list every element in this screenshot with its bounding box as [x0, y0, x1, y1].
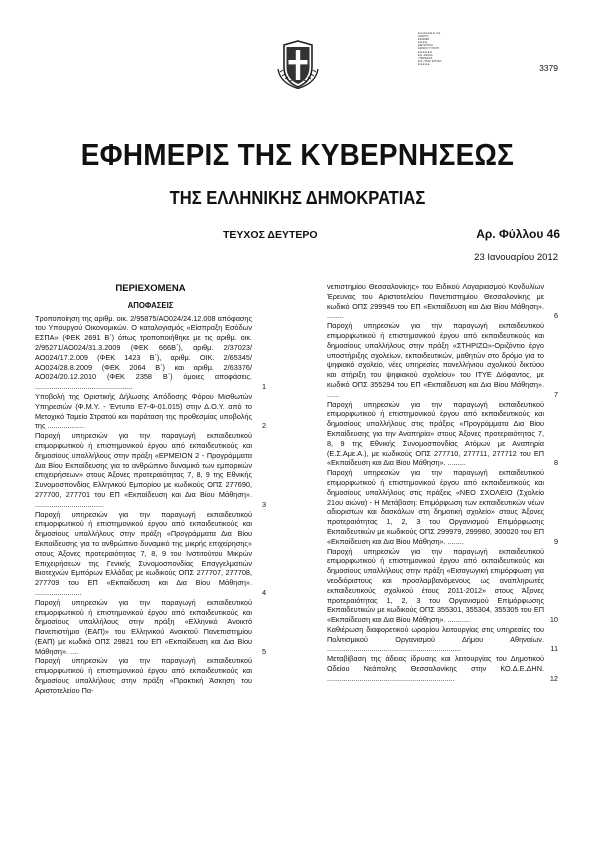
- stamp-line: ΔΙΕΥΘΥΝΣΗ: [418, 44, 433, 48]
- contents-entry: [35, 656, 266, 695]
- entry-text: Μεταβίβαση της άδειας ίδρυσης και λειτουργίας του Δημοτικού Ωδείου Νεάπολης Θεσσαλονίκης στην ΚΟ.Δ.Ε.ΔΗΝ. ...............................................................: [327, 654, 544, 683]
- entry-page-number: 8: [553, 458, 558, 468]
- coat-of-arms-emblem: [277, 39, 319, 89]
- contents-column-right: [327, 282, 558, 684]
- entry-text: Τροποποίηση της αριθμ. οικ. 2/95875/ΑΟ024/24.12.008 απόφασης του Υπουργού Οικονομικών. Ο καταλογισμός «Είσπραξη Εσόδων ΕΣΠΑ» (ΦΕΚ 2691 Β΄) όπως τροποποιήθηκε με τις αριθμ. οικ. 2/95271/ΑΟ024/31.3.2009 (ΦΕΚ 666Β΄), αριθμ. 2/37023/ΑΟ024/17.2.009 (ΦΕΚ 1423 Β΄), αριθμ. ΟΙΚ. 2/65345/ΑΟ024/28.8.2009 (ΦΕΚ 2064 Β΄) και αριθμ. 2/63376/ΑΟ024/20.12.2010 (ΦΕΚ 2358 Β΄) όμοιες αποφάσεις. ................................................: [35, 313, 252, 392]
- entry-text: Παροχή υπηρεσιών για την παραγωγή εκπαιδευτικού επιμορφωτικού ή επιστημονικού έργου από εκπαιδευτικούς και δημοσίους υπαλλήλους στις πράξεις «Προγράμματα Δια Βίου Εκπαίδευσης για την Αναπηρία» στους Άξονες προτεραιότητας 7, 8, 9 της Εθνικής Συνομοσπονδίας Ατόμων με Αναπηρία (Ε.Σ.Αμε.Α.), με κωδικούς ΟΠΣ 277710, 277711, 277712 του ΕΠ «Εκπαίδευση και Δια Βίου Μάθηση». .........: [327, 399, 544, 468]
- entry-text: Καθιέρωση διαφορετικού ωραρίου λειτουργίας στις υπηρεσίες του Πολιτισμικού Οργανισμού Δήμου Αθηναίων. ..................................................................: [327, 624, 544, 654]
- stamp-line: Ε.Ε. ΑΘΗΝΑ: [418, 53, 433, 57]
- entry-page-number: 4: [261, 587, 266, 597]
- entry-page-number: 2: [261, 421, 266, 431]
- entry-page-number: 1: [261, 382, 266, 392]
- stamp-line: ΕΦΗΜΕΡ.: [418, 38, 430, 42]
- stamp-line: Ε.Ε. ΠΛΗΡ. ΕΠΙΤΕΛ.: [418, 59, 443, 63]
- contents-entry: [327, 654, 558, 683]
- entry-page-number: 6: [553, 311, 558, 321]
- gazette-title: ΕΦΗΜΕΡΙΣ ΤΗΣ ΚΥΒΕΡΝΗΣΕΩΣ: [80, 137, 515, 172]
- entry-page-number: 12: [549, 673, 558, 683]
- entry-text: Παροχή υπηρεσιών για την παραγωγή εκπαιδευτικού επιμορφωτικού ή επιστημονικού έργου από εκπαιδευτικούς και δημοσίους υπαλλήλους στην πράξη «Εισαγωγική επιμόρφωση για νεοδιόριστους και προσλαμβανόμενους ως αναπληρωτές εκπαιδευτικούς σχολικού έτους 2011-2012» στους Άξονες προτεραιότητας 1, 2, 3 του Οργανισμού Επιμόρφωσης Εκπαιδευτικών με κωδικούς ΟΠΣ 355301, 355304, 355305 του ΕΠ «Εκπαίδευση και Δια Βίου Μάθηση». ...........: [327, 546, 544, 625]
- gazette-subtitle: ΤΗΣ ΕΛΛΗΝΙΚΗΣ ΔΗΜΟΚΡΑΤΙΑΣ: [169, 188, 426, 208]
- page-number: 3379: [539, 63, 558, 73]
- issue-info-row: [35, 229, 560, 243]
- entry-page-number: 11: [550, 644, 558, 654]
- contents-entry: [35, 431, 266, 509]
- entry-text: Παροχή υπηρεσιών για την παραγωγή εκπαιδευτικού επιμορφωτικού ή επιστημονικού έργου από εκπαιδευτικούς και δημοσίους υπαλλήλους στις πράξεις «ΝΕΟ ΣΧΟΛΕΙΟ (Σχολείο 21ου αιώνα) - Η Μετάβαση: Επιμόρφωση των εκπαιδευτικών νέων αδιοριστων και δασκάλων στη δημοτική σχολείο» στους Άξονες προτεραιότητας 1, 2, 3 του Οργανισμού Επιμόρφωσης Εκπαιδευτικών με κωδικούς ΟΠΣ 299979, 299980, 300020 του ΕΠ «Εκπαίδευση και Δια Βίου Μάθηση». ........: [327, 468, 544, 546]
- entry-page-number: 7: [553, 389, 558, 399]
- contents-entry: [35, 314, 266, 392]
- contents-entry: [327, 468, 558, 546]
- contents-column-left: [35, 284, 266, 696]
- issue-type: ΤΕΥΧΟΣ ΔΕΥΤΕΡΟ: [223, 229, 318, 241]
- entries-list-left: [35, 314, 266, 696]
- entries-list-right: [327, 282, 558, 684]
- contents-entry: [327, 625, 558, 654]
- digital-signature-stamp: [418, 32, 470, 66]
- contents-entry: [327, 282, 558, 321]
- entry-page-number: 10: [549, 615, 558, 625]
- entry-text: Παροχή υπηρεσιών για την παραγωγή εκπαιδευτικού επιμορφωτικού ή επιστημονικού έργου από εκπαιδευτικούς και δημοσίους υπαλλήλους στην πράξη «ΣΤΗΡΙΖΩ»-Οριζόντιο έργο υποστήριξης σχολείων, εκπαιδευτικών, μαθητών στο δρόμο για το ψηφιακό σχολείο, νέες υπηρεσίες πανελλήνιου σχολικού δικτύου και στήριξη του ψηφιακού σχολείου» του ΙΤΥΕ Διόφαντος, με κωδικό ΟΠΣ 355294 του ΕΠ «Εκπαίδευση και Δια Βίου Μάθηση». ......: [327, 321, 544, 399]
- contents-heading: ΠΕΡΙΕΧΟΜΕΝΑ: [115, 283, 186, 294]
- stamp-line: ΥΠΕΡΕΣΙΑΣ: [418, 56, 433, 60]
- stamp-line: ΗΛΕΚΤΡ.: [418, 35, 429, 39]
- entry-page-number: 9: [553, 536, 558, 546]
- contents-entry: [35, 392, 266, 431]
- entry-text: Παροχή υπηρεσιών για την παραγωγή εκπαιδευτικού επιμορφωτικού ή επιστημονικού έργου από εκπαιδευτικούς και δημοσίους υπαλλήλους στην πράξη «Προγράμματα Δια Βίου Εκπαίδευσης για το ανθρώπινο δυναμικό της μικρής επιχείρησης» στους Άξονες προτεραιότητας 7, 8, 9 του Ινστιτούτου Μικρών Επιχειρήσεων της Γενικής Συνομοσπονδίας Επαγγελματιών Βιοτεχνών Εμπόρων Ελλάδας με κωδικούς ΟΠΣ 277707, 277708, 277709 του ΕΠ «Εκπαίδευση και Δια Βίου Μάθηση». .......................: [35, 509, 252, 597]
- stamp-line: Ε.Ε.Ε.Ε.Ε.: [418, 62, 431, 66]
- stamp-line: Ε.Ε.Ε.Ε.: [418, 41, 428, 45]
- sheet-number: Αρ. Φύλλου 46: [476, 227, 560, 241]
- stamp-line: ΕΘΝΙΚΟ ΤΥΠΟΓΡ.: [418, 47, 440, 51]
- entry-text: Παροχή υπηρεσιών για την παραγωγή εκπαιδευτικού επιμορφωτικού ή επιστημονικού έργου από εκπαιδευτικούς και δημοσίους υπαλλήλους στην πράξη «Ελληνικό Ανοικτό Πανεπιστήμιο (ΕΑΠ)» του Ελληνικού Ανοικτού Πανεπιστημίου (ΕΑΠ) με κωδικό ΟΠΣ 29821 του ΕΠ «Εκπαίδευση και Δια Βίου Μάθηση». ....: [35, 597, 252, 656]
- stamp-line: Ε.Ε.Ε.Ε.Ε.Ε.: [418, 50, 433, 54]
- stamp-line: Ε.Θ.Δ.Ε.Ε.Ε.Ε. Α.Ε: [418, 32, 441, 35]
- greek-emblem-icon: [277, 39, 319, 89]
- entry-text: νεπιστημίου Θεσσαλονίκης» του Ειδικού Λογαριασμού Κονδυλίων Έρευνας του Αριστοτελείου Πανεπιστημίου Θεσσαλονίκης με κωδικό ΟΠΣ 299949 του ΕΠ «Εκπαίδευση και Δια Βίου Μάθηση». ........: [327, 282, 544, 321]
- entry-page-number: 3: [261, 499, 266, 509]
- contents-entry: [35, 510, 266, 598]
- entry-text: Παροχή υπηρεσιών για την παραγωγή εκπαιδευτικού επιμορφωτικού ή επιστημονικού έργου από εκπαιδευτικούς και δημοσίους υπαλλήλους στην πράξη «ΕΡΜΕΙΟΝ 2 - Προγράμματα Δια Βίου Εκπαίδευσης για το ανθρώπινο δυναμικό των εμπορικών επιχειρήσεων» στους Άξονες προτεραιότητας 7, 8, 9 της Εθνικής Συνομοσπονδίας Ελληνικού Εμπορίου με κωδικούς ΟΠΣ 277690, 277700, 277701 του ΕΠ «Εκπαίδευση και Δια Βίου Μάθηση». ..................................: [35, 431, 252, 509]
- issue-date: 23 Ιανουαρίου 2012: [474, 252, 558, 263]
- entry-text: Υποβολή της Οριστικής Δήλωσης Απόδοσης Φόρου Μισθωτών Υπηρεσιών (Φ.Μ.Υ. - Έντυπο Ε7-Φ-01.015) στην Δ.Ο.Υ. από το Μετοχικό Ταμείο Στρατού και παράταση της προθεσμίας υποβολής της ..................: [35, 391, 252, 431]
- contents-entry: [327, 321, 558, 399]
- contents-entry: [327, 547, 558, 625]
- contents-entry: [35, 598, 266, 657]
- contents-entry: [327, 400, 558, 469]
- entry-page-number: 5: [261, 646, 266, 656]
- section-heading: ΑΠΟΦΑΣΕΙΣ: [127, 300, 174, 310]
- entry-text: Παροχή υπηρεσιών για την παραγωγή εκπαιδευτικού επιμορφωτικού ή επιστημονικού έργου από εκπαιδευτικούς και δημοσίους υπαλλήλους στην πράξη «Πρακτική Άσκηση του Αριστοτελείου Πα-: [35, 656, 252, 695]
